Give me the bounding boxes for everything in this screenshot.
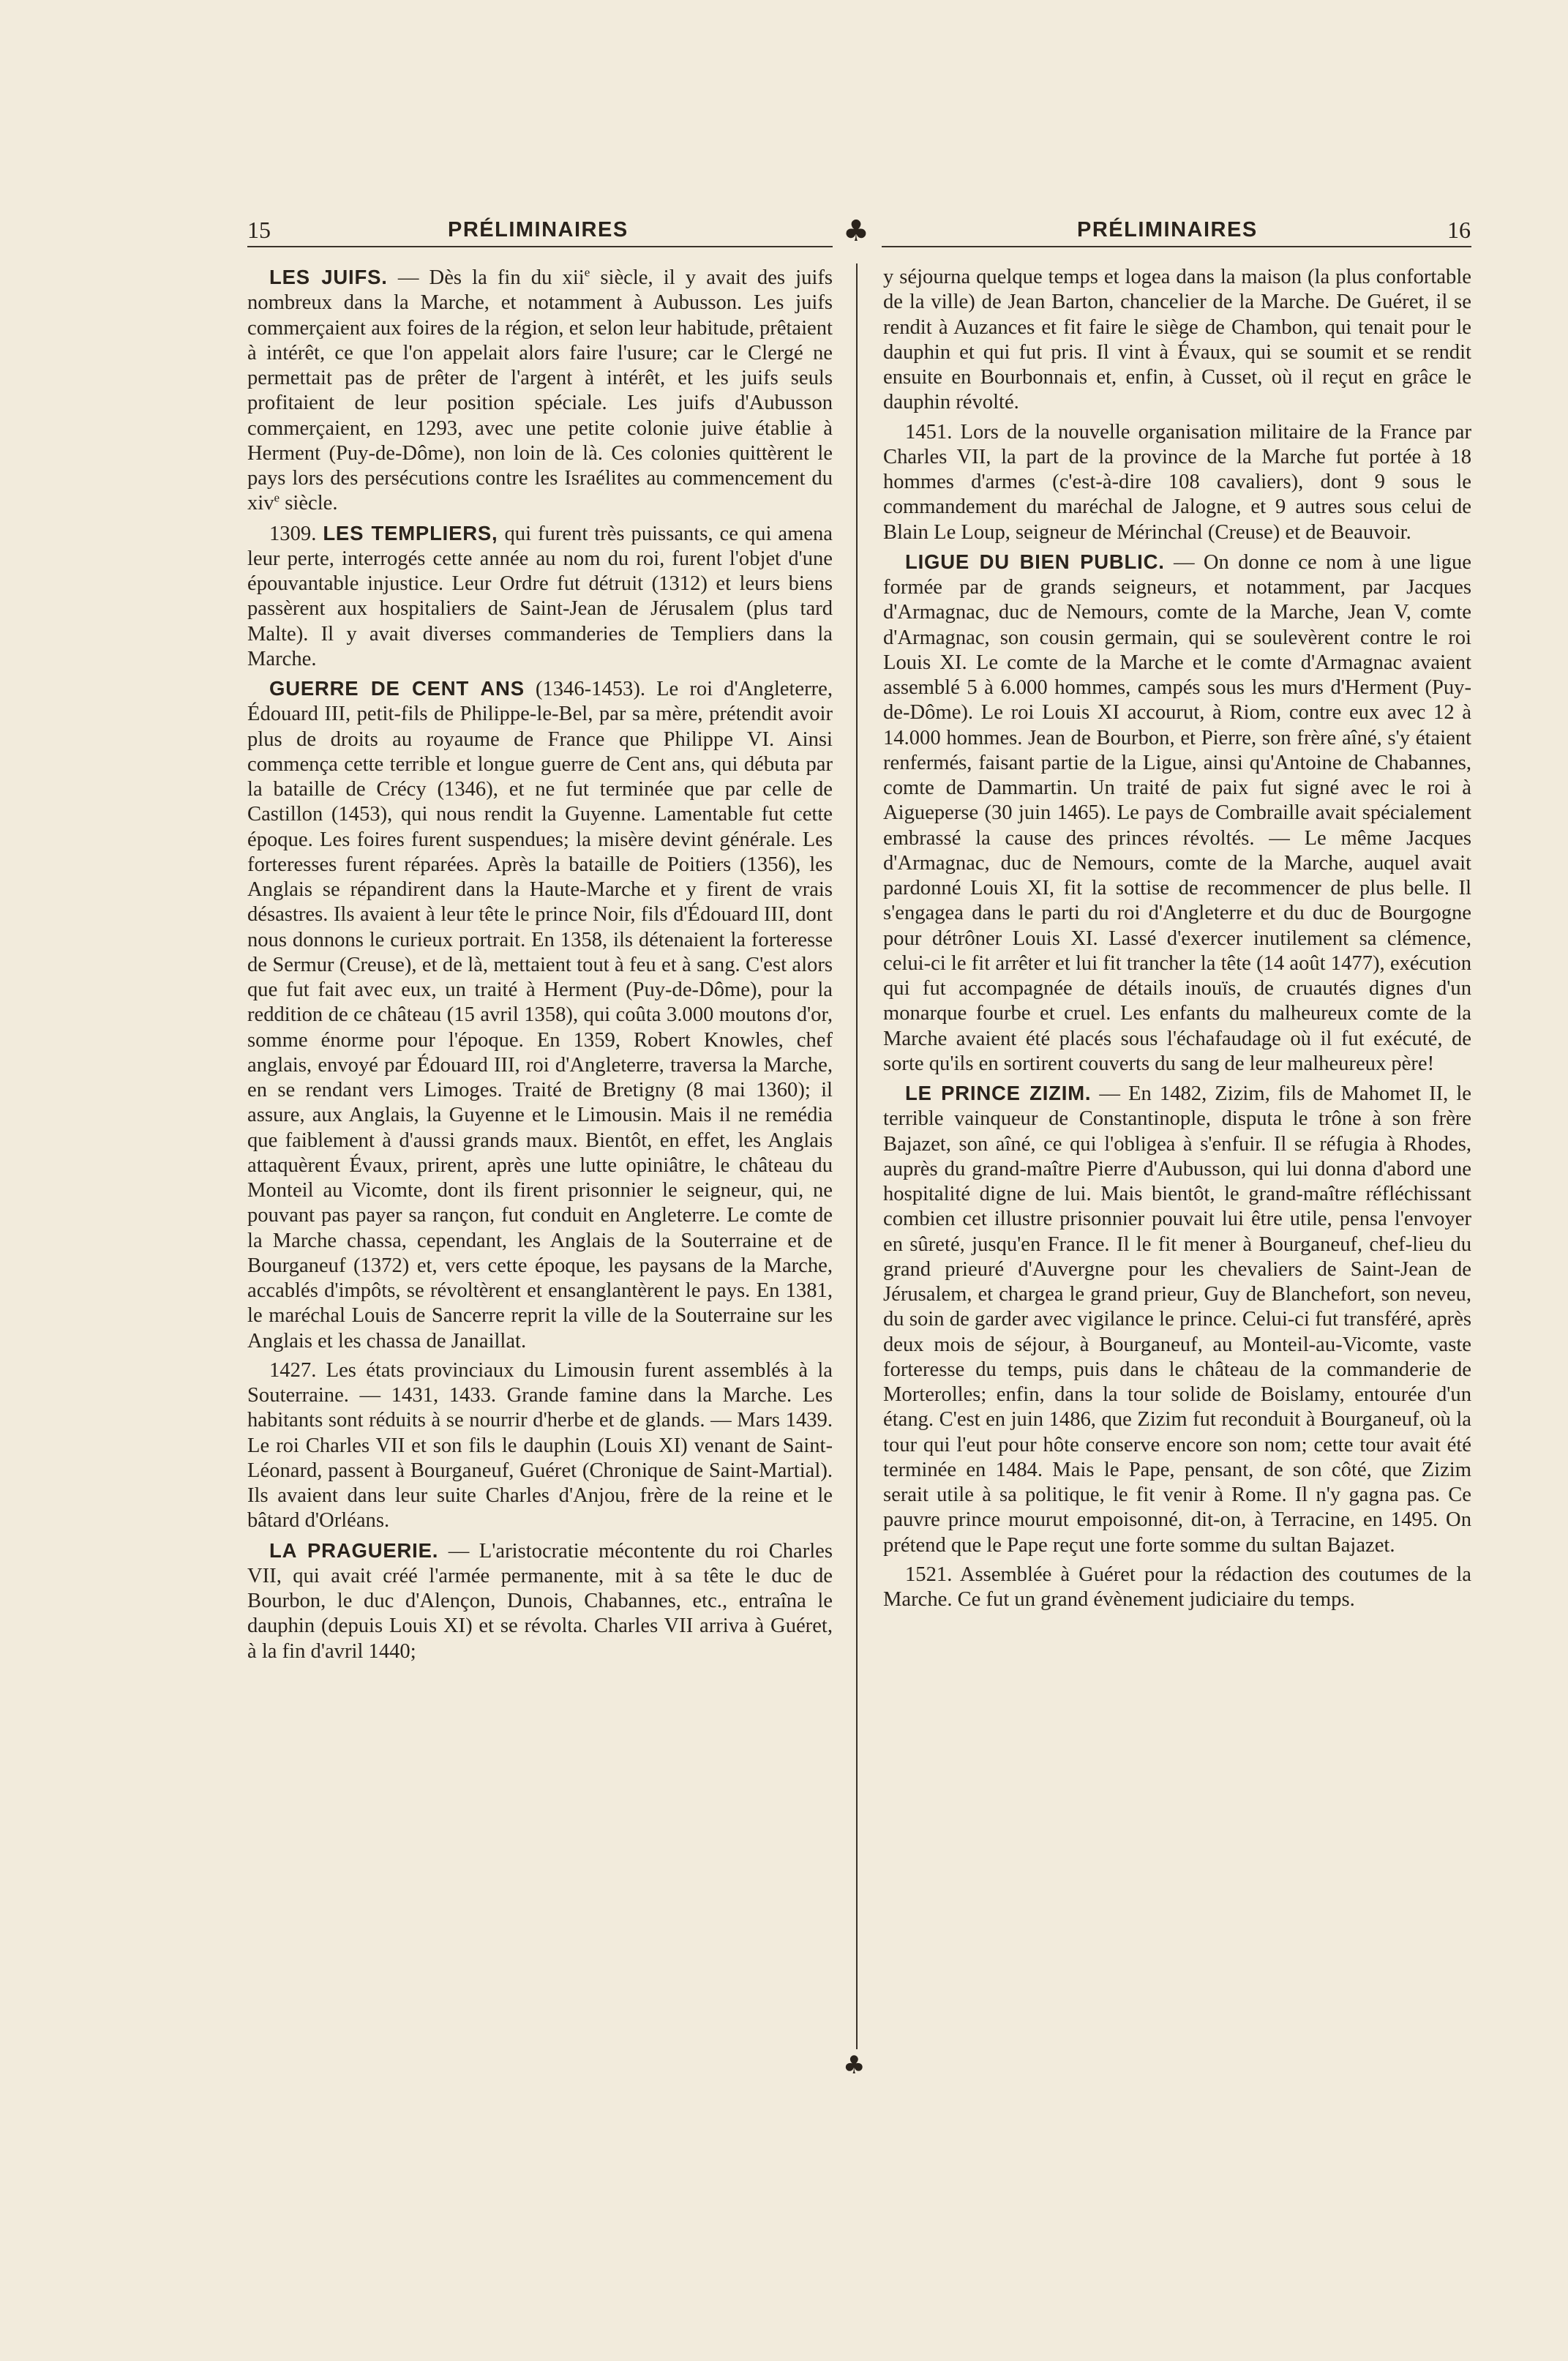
paragraph-praguerie-cont: y séjourna quelque temps et logea dans la maison (la plus confortable de la ville) de Jean Barton, chancelier de la Marche. De Guéret, il se rendit à Auzances et fit faire le siège de Chambon, qui tenait pour le dauphin et qui fut pris. Il vint à Évaux, qui se soumit et se rendit ensuite en Bourbonnais et, enfin, à Cusset, où il reçut en grâce le dauphin révolté. — [883, 266, 1471, 414]
paragraph-templiers: 1309. LES TEMPLIERS, qui furent très puissants, ce qui amena leur perte, interrogés cette année au nom du roi, furent l'objet d'une épouvantable injustice. Leur Ordre fut détruit (1312) et leurs biens passèrent aux hospitaliers de Saint-Jean de Jérusalem (plus tard Malte). Il y avait diverses commanderies de Templiers dans la Marche. — [247, 521, 833, 670]
fleuron-ornament-bottom: ♣ — [843, 2051, 866, 2080]
page-number-right: 16 — [1447, 217, 1471, 243]
paragraph-1451: 1451. Lors de la nouvelle organisation militaire de la France par Charles VII, la part de la province de la Marche fut portée à 18 hommes d'armes (c'est-à-dire 108 cavaliers), dont 9 sous le commandement du maréchal de Jalogne, et 9 autres sous celui de Blain Le Loup, seigneur de Mérinchal (Creuse) et de Beauvoir. — [883, 420, 1472, 544]
header-rule-left — [247, 246, 833, 247]
column-divider — [856, 263, 858, 2049]
section-heading: LA PRAGUERIE. — [269, 1538, 439, 1562]
section-heading: LE PRINCE ZIZIM. — [905, 1082, 1092, 1104]
section-heading: LES TEMPLIERS, — [323, 521, 498, 545]
section-heading: GUERRE DE CENT ANS — [269, 677, 525, 700]
page-number-left: 15 — [247, 217, 271, 243]
paragraph-praguerie: LA PRAGUERIE. — L'aristocratie mécontente du roi Charles VII, qui avait créé l'armée permanente, mit à sa tête le duc de Bourbon, le duc d'Alençon, Dunois, Chabannes, etc., entraîna le dauphin (depuis Louis XI) et se révolta. Charles VII arriva à Guéret, à la fin d'avril 1440; — [247, 1538, 833, 1663]
fleuron-ornament-top: ♣ — [843, 214, 869, 248]
running-title-right: PRÉLIMINAIRES — [1077, 218, 1258, 242]
page-header-left — [247, 214, 833, 246]
page-header-right — [885, 214, 1471, 246]
section-heading: LIGUE DU BIEN PUBLIC. — [905, 550, 1165, 573]
paragraph-1427: 1427. Les états provinciaux du Limousin furent assemblés à la Souterraine. — 1431, 1433. Grande famine dans la Marche. Les habitants sont réduits à se nourrir d'herbe et de glands. — Mars 1439. Le roi Charles VII et son fils le dauphin (Louis XI) venant de Saint-Léonard, passent à Bourganeuf, Guéret (Chronique de Saint-Martial). Ils avaient dans leur suite Charles d'Anjou, frère de la reine et le bâtard d'Orléans. — [247, 1358, 833, 1533]
section-heading: LES JUIFS. — [269, 266, 388, 288]
running-title-left: PRÉLIMINAIRES — [448, 218, 629, 242]
left-column — [247, 265, 833, 1669]
right-column — [883, 265, 1471, 1617]
paragraph-1521: 1521. Assemblée à Guéret pour la rédaction des coutumes de la Marche. Ce fut un grand évènement judiciaire du temps. — [883, 1563, 1471, 1611]
paragraph-juifs: LES JUIFS. — Dès la fin du xii$^e$ siècle, il y avait des juifs nombreux dans la Marche, et notamment à Aubusson. Les juifs commerçaient aux foires de la région, et selon leur habitude, prêtaient à intérêt, ce que l'on appelait alors faire l'usure; car le Clergé ne permettait pas de prêter de l'argent à intérêt, et les juifs seuls profitaient de leur position spéciale. Les juifs d'Aubusson commerçaient, en 1293, avec une petite colonie juive établie à Herment (Puy-de-Dôme), non loin de là. Ces colonies quittèrent le pays lors des persécutions contre les Israélites au commencement du xiv$^e$ siècle. — [247, 265, 833, 515]
paragraph-guerre-cent-ans: GUERRE DE CENT ANS (1346-1453). Le roi d'Angleterre, Édouard III, petit-fils de Philippe-le-Bel, par sa mère, prétendit avoir plus de droits au royaume de France que Philippe VI. Ainsi commença cette terrible et longue guerre de Cent ans, qui débuta par la bataille de Crécy (1346), et ne fut terminée que par celle de Castillon (1453), qui nous rendit la Guyenne. Lamentable fut cette époque. Les foires furent suspendues; la misère devint générale. Les forteresses furent réparées. Après la bataille de Poitiers (1356), les Anglais se répandirent dans la Haute-Marche et y firent de vrais désastres. Ils avaient à leur tête le prince Noir, fils d'Édouard III, dont nous donnons le curieux portrait. En 1358, ils détenaient la forteresse de Sermur (Creuse), et de là, mettaient tout à feu et à sang. C'est alors que fut fait avec eux, un traité à Herment (Puy-de-Dôme), pour la reddition de ce château (15 avril 1358), qui coûta 3.000 moutons d'or, somme énorme pour l'époque. En 1359, Robert Knowles, chef anglais, envoyé par Édouard III, roi d'Angleterre, traversa la Marche, en se rendant vers Limoges. Traité de Bretigny (8 mai 1360); il assure, aux Anglais, la Guyenne et le Limousin. Mais il ne remédia que faiblement à d'aussi grands maux. Bientôt, en effet, les Anglais attaquèrent Évaux, prirent, après une lutte opiniâtre, le château du Monteil au Vicomte, dont ils firent prisonnier le seigneur, qui, ne pouvant pas payer sa rançon, fut conduit en Angleterre. Le comte de la Marche chassa, cependant, les Anglais de la Souterraine et de Bourganeuf (1372) et, vers cette époque, les paysans de la Marche, accablés d'impôts, se révoltèrent et ensanglantèrent le pays. En 1381, le maréchal Louis de Sancerre reprit la ville de la Souterraine sur les Anglais et les chassa de Janaillat. — [247, 677, 833, 1352]
paragraph-ligue-bien-public: LIGUE DU BIEN PUBLIC. — On donne ce nom à une ligue formée par de grands seigneurs, et notamment, par Jacques d'Armagnac, duc de Nemours, comte de la Marche, Jean V, comte d'Armagnac, son cousin germain, qui se soulevèrent contre le roi Louis XI. Le comte de la Marche et le comte d'Armagnac avaient assemblé 5 à 6.000 hommes, campés sous les murs d'Herment (Puy-de-Dôme). Le roi Louis XI accourut, à Riom, contre eux avec 12 à 14.000 hommes. Jean de Bourbon, et Pierre, son frère aîné, s'y étaient renfermés, faisant partie de la Ligue, ainsi qu'Antoine de Chabannes, comte de Dammartin. Un traité de paix fut signé avec le roi à Aigueperse (30 juin 1465). Le pays de Combraille avait spécialement embrassé la cause des princes révoltés. — Le même Jacques d'Armagnac, duc de Nemours, comte de la Marche, auquel avait pardonné Louis XI, fit la sottise de recommencer de plus belle. Il s'engagea dans le parti du roi d'Angleterre et du duc de Bourgogne pour détrôner Louis XI. Lassé d'exercer inutilement sa clémence, celui-ci le fit arrêter et lui fit trancher la tête (14 août 1477), exécution qui fut accompagnée de détails inouïs, de cruautés dignes d'un monarque fourbe et cruel. Les enfants du malheureux comte de la Marche avaient été placés sous l'échafaudage où il fut exécuté, de sorte qu'ils en sortirent couverts du sang de leur malheureux père! — [883, 550, 1471, 1075]
paragraph-prince-zizim: LE PRINCE ZIZIM. — En 1482, Zizim, fils de Mahomet II, le terrible vainqueur de Constantinople, disputa le trône à son frère Bajazet, son aîné, ce qui l'obligea à s'enfuir. Il se réfugia à Rhodes, auprès du grand-maître Pierre d'Aubusson, qui lui donna d'abord une hospitalité digne de lui. Mais bientôt, le grand-maître réfléchissant combien cet illustre prisonnier pouvait lui être utile, pensa l'envoyer en sûreté, jusqu'en France. Il le fit mener à Bourganeuf, chef-lieu du grand prieuré d'Auvergne pour les chevaliers de Saint-Jean de Jérusalem, et chargea le grand prieur, Guy de Blanchefort, son neveu, du soin de garder avec vigilance le prince. Celui-ci fut transféré, après deux mois de séjour, à Bourganeuf, au Monteil-au-Vicomte, vaste forteresse du temps, puis dans le château de la commanderie de Morterolles; enfin, dans la tour solide de Boislamy, entourée d'un étang. C'est en juin 1486, que Zizim fut reconduit à Bourganeuf, où la tour qui l'eut pour hôte conserve encore son nom; cette tour avait été terminée en 1484. Mais le Pape, pensant, de son côté, que Zizim serait utile à sa politique, le fit venir à Rome. Il n'y gagna pas. Ce pauvre prince mourut empoisonné, dit-on, à Terracine, en 1495. On prétend que le Pape reçut une forte somme du sultan Bajazet. — [883, 1082, 1471, 1557]
header-rule-right — [882, 246, 1471, 247]
